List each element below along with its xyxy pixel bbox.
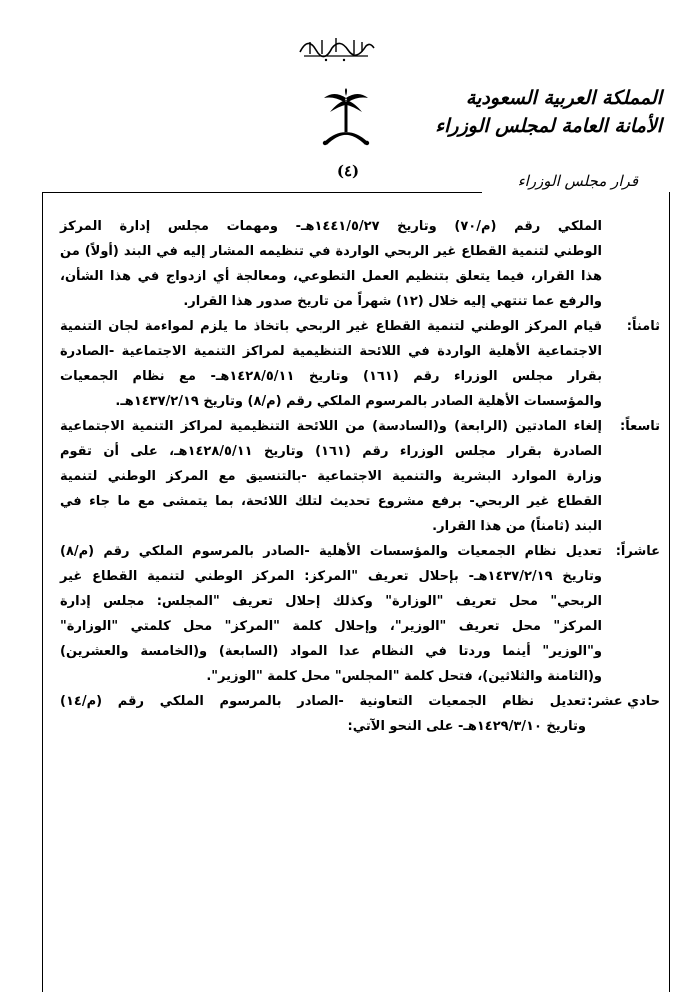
- page-number: (٤): [336, 162, 360, 180]
- clause-eleventh: [60, 689, 660, 739]
- text-line: الوطني لتنمية القطاع غير الربحي الواردة في تنظيمه المشار إليه في البند (أولاً) من: [60, 244, 602, 259]
- text-line: الصادرة بقرار مجلس الوزراء رقم (١٦١) وتاريخ ١٤٢٨/٥/١١هـ، على أن تقوم: [60, 444, 603, 459]
- clause-ninth: [60, 414, 660, 539]
- text-line: وتاريخ ١٤٢٩/٣/١٠هـ- على النحو الآتي:: [347, 719, 586, 734]
- intro-paragraph: [60, 214, 660, 314]
- text-line: تعديل نظام الجمعيات التعاونية -الصادر بالمرسوم الملكي رقم (م/١٤): [60, 694, 586, 709]
- clause-label: حادي عشر:: [587, 694, 660, 709]
- text-line: قيام المركز الوطني لتنمية القطاع غير الربحي باتخاذ ما يلزم لمواءمة لجان التنمية: [60, 319, 602, 334]
- authority-name: الأمانة العامة لمجلس الوزراء: [435, 115, 662, 137]
- text-line: و(الثامنة والثلاثين)، فتحل كلمة "المجلس" محل كلمة "الوزير".: [206, 669, 602, 684]
- clause-label: تاسعاً:: [620, 419, 660, 434]
- palm-swords-emblem: [320, 88, 372, 154]
- clause-tenth: [60, 539, 660, 689]
- text-line: الربحي" محل تعريف "الوزارة" وكذلك إحلال تعريف "المجلس: مجلس إدارة: [60, 594, 602, 609]
- text-line: الاجتماعية الأهلية الواردة في اللائحة التنظيمية لمراكز التنمية الاجتماعية -الصادرة: [60, 344, 602, 359]
- text-line: الملكي رقم (م/٧٠) وتاريخ ١٤٤١/٥/٢٧هـ- ومهمات مجلس إدارة المركز: [60, 219, 602, 234]
- text-line: بقرار مجلس الوزراء رقم (١٦١) وتاريخ ١٤٢٨/٥/١١هـ- مع نظام الجمعيات: [60, 369, 602, 384]
- clause-label: ثامناً:: [626, 319, 660, 334]
- country-name: المملكة العربية السعودية: [465, 87, 662, 109]
- text-line: القطاع غير الربحي- برفع مشروع تحديث لتلك اللائحة، بما يتمشى مع ما جاء في: [60, 494, 602, 509]
- text-line: المركز" محل تعريف "الوزير"، وإحلال كلمة "المركز" محل كلمتي "الوزارة": [60, 619, 602, 634]
- text-line: البند (ثامناً) من هذا القرار.: [432, 519, 602, 534]
- decision-label: قرار مجلس الوزراء: [517, 172, 638, 190]
- clause-label: عاشراً:: [615, 544, 660, 559]
- document-body: [60, 214, 660, 739]
- text-line: و"الوزير" أينما وردتا في النظام عدا المواد (السابعة) و(الخامسة والعشرين): [60, 644, 602, 659]
- text-line: إلغاء المادتين (الرابعة) و(السادسة) من اللائحة التنظيمية لمراكز التنمية الاجتماعية: [60, 419, 602, 434]
- text-line: وزارة الموارد البشرية والتنمية الاجتماعية -بالتنسيق مع المركز الوطني لتنمية: [60, 469, 602, 484]
- text-line: والرفع عما تنتهي إليه خلال (١٢) شهراً من تاريخ صدور هذا القرار.: [183, 294, 602, 309]
- text-line: وتاريخ ١٤٣٧/٢/١٩هـ- بإحلال تعريف "المركز: المركز الوطني لتنمية القطاع غير: [60, 569, 603, 584]
- text-line: والمؤسسات الأهلية الصادر بالمرسوم الملكي رقم (م/٨) وتاريخ ١٤٣٧/٢/١٩هـ.: [115, 394, 602, 409]
- clause-eighth: [60, 314, 660, 414]
- text-line: هذا القرار، فيما يتعلق بتنظيم العمل التطوعي، ومعالجة أي ازدواج في هذا الشأن،: [60, 269, 602, 284]
- text-line: تعديل نظام الجمعيات والمؤسسات الأهلية -الصادر بالمرسوم الملكي رقم (م/٨): [60, 544, 602, 559]
- basmala-calligraphy: [296, 30, 376, 64]
- letterhead: [435, 84, 662, 140]
